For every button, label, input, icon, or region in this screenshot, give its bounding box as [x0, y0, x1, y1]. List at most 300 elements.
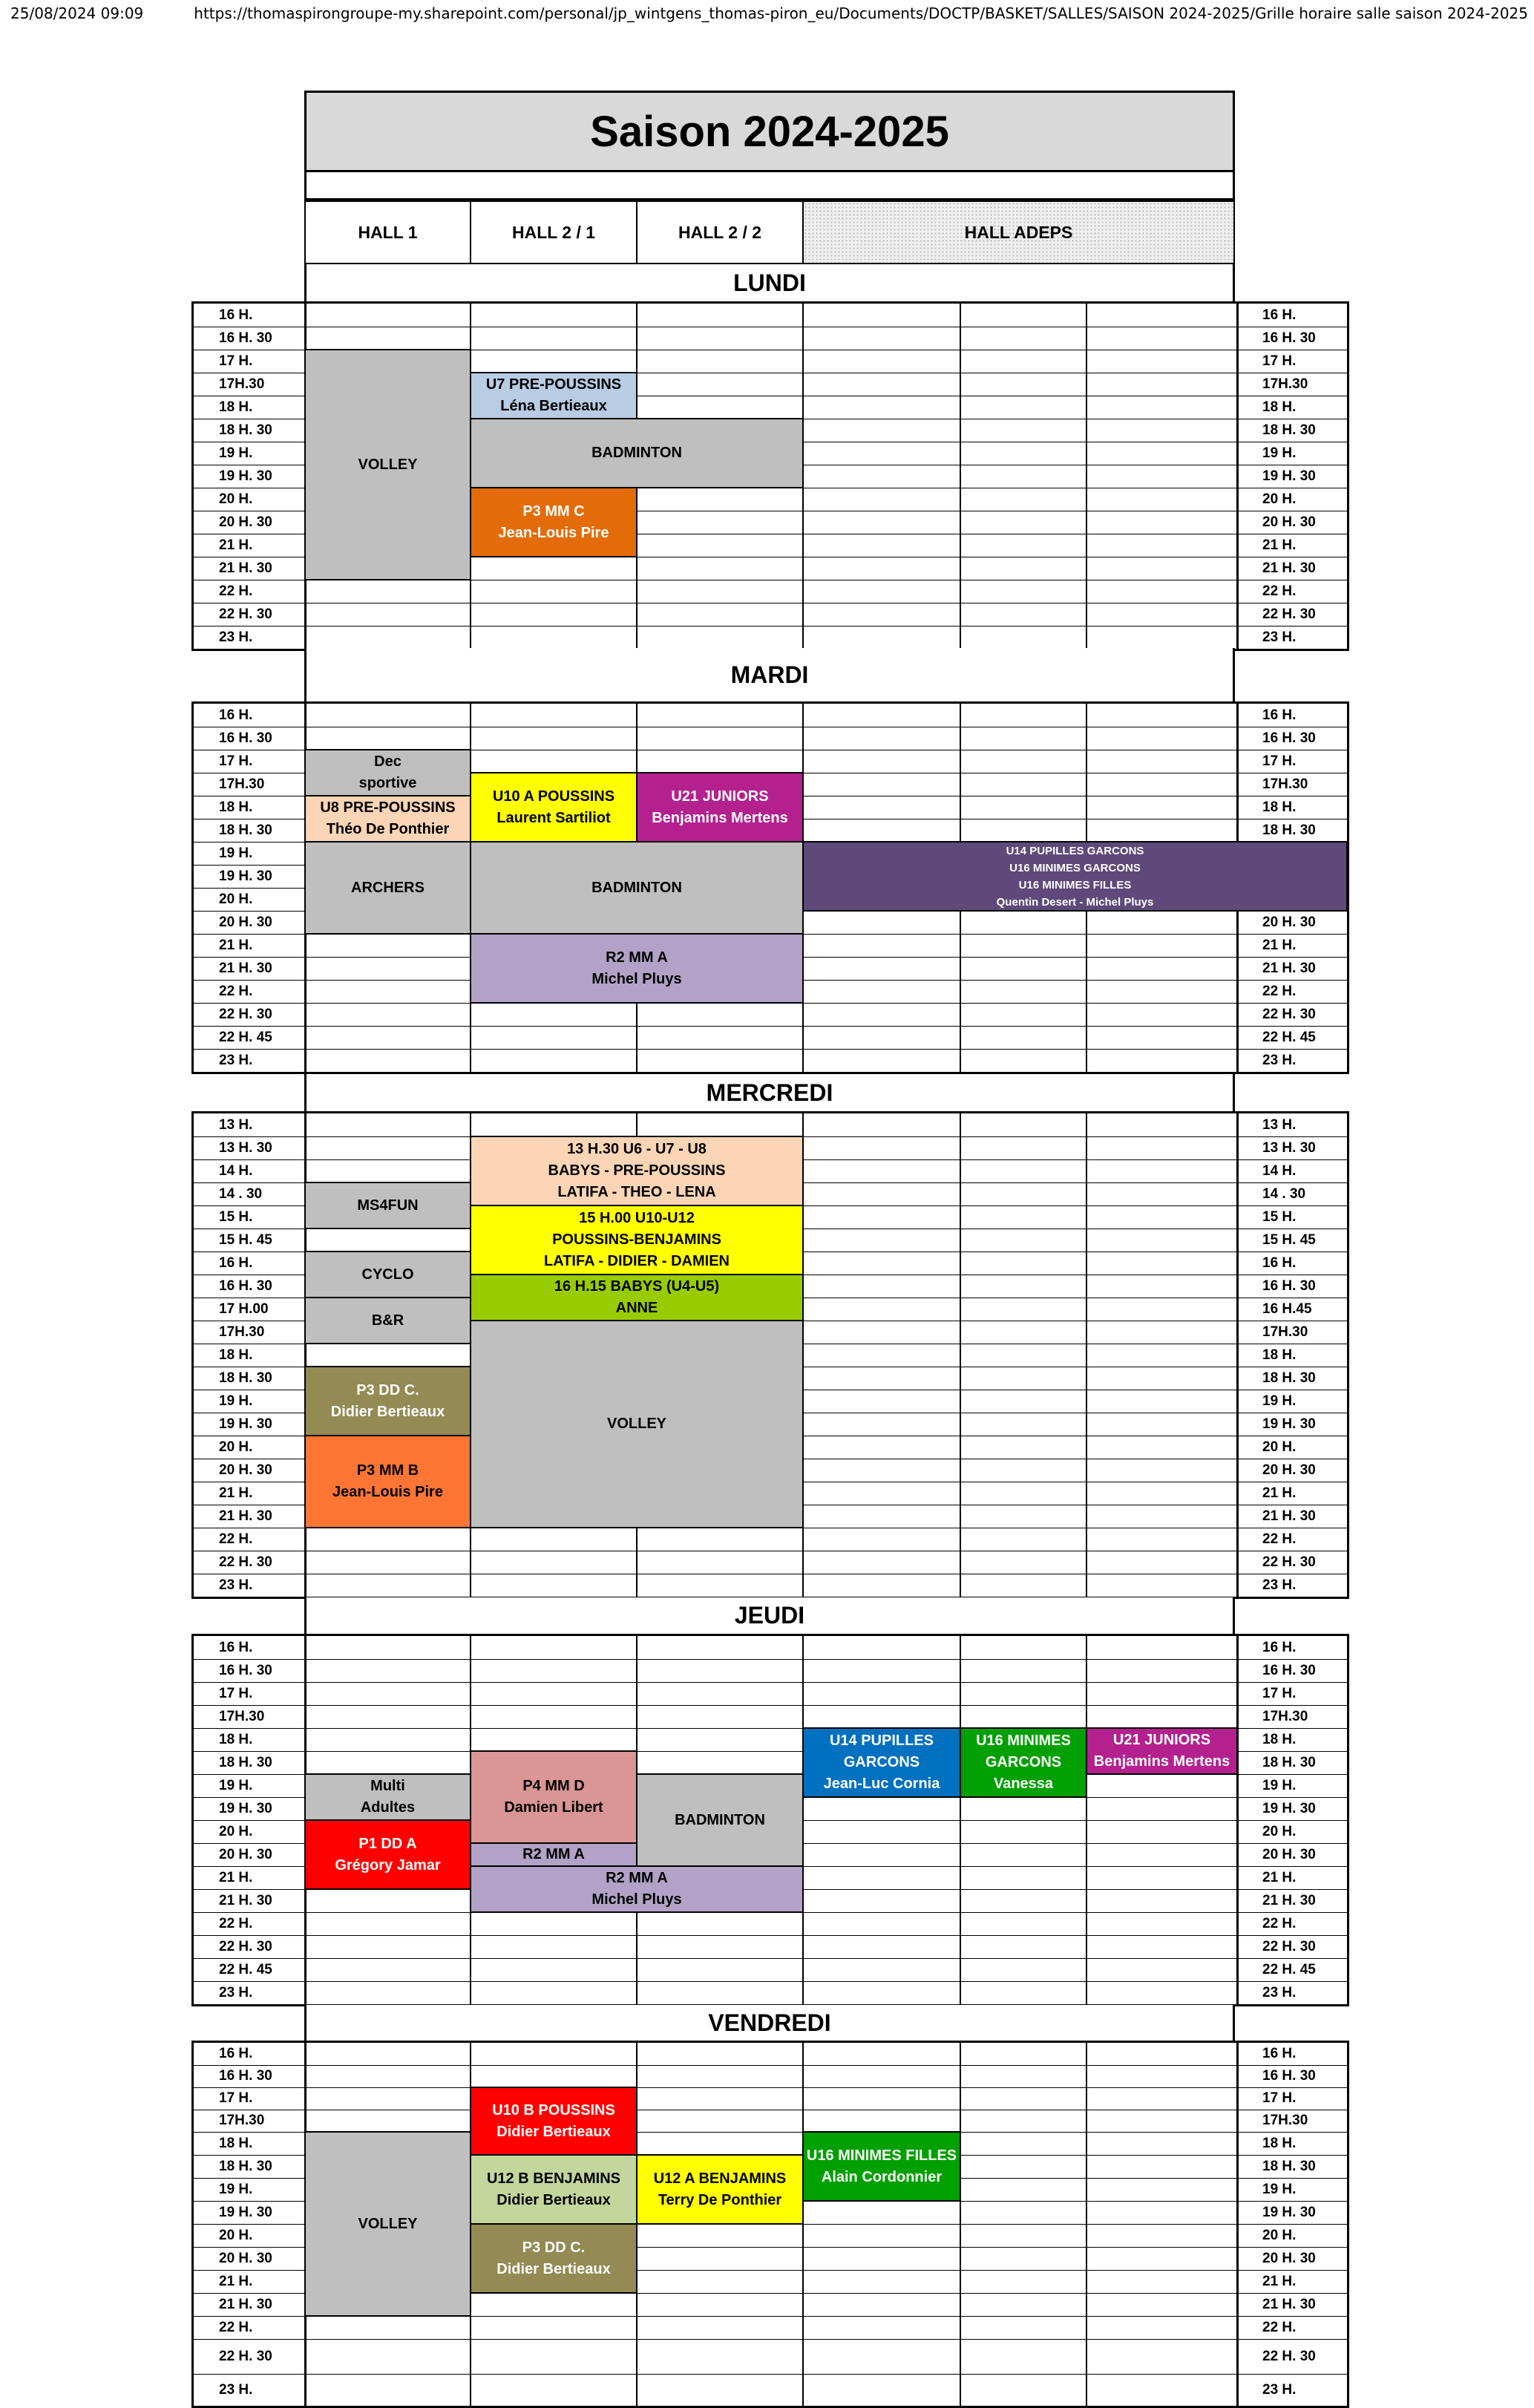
row-divider — [194, 1958, 1347, 1959]
activity-block — [470, 1274, 804, 1321]
time-label-right: 16 H.45 — [1262, 1300, 1312, 1317]
time-label-left: 16 H. 30 — [219, 1662, 272, 1678]
column-divider — [1086, 304, 1087, 649]
time-label-left: 16 H. 30 — [219, 330, 272, 346]
time-label-left: 21 H. — [219, 537, 253, 553]
time-label-right: 21 H. 30 — [1262, 1508, 1316, 1524]
time-label-left: 20 H. — [219, 1439, 253, 1455]
activity-line: Léna Bertieaux — [500, 398, 607, 414]
activity-line: sportive — [358, 775, 417, 791]
time-label-left: 20 H. 30 — [219, 514, 272, 530]
time-label-left: 21 H. 30 — [219, 1508, 272, 1524]
activity-line: R2 MM A — [606, 949, 668, 966]
activity-line: CYCLO — [361, 1266, 414, 1283]
activity-line: Michel Pluys — [591, 970, 682, 987]
activity-line: P3 DD C. — [522, 2239, 586, 2256]
activity-line: Damien Libert — [504, 1799, 603, 1816]
time-label-left: 19 H. — [219, 845, 253, 861]
time-label-right: 22 H. 30 — [1262, 1938, 1316, 1954]
time-label-right: 19 H. 30 — [1262, 468, 1316, 484]
activity-line: ARCHERS — [351, 879, 425, 896]
time-label-right: 21 H. — [1262, 1485, 1297, 1501]
activity-block — [470, 1865, 804, 1913]
column-divider — [960, 1113, 961, 1597]
activity-line: U7 PRE-POUSSINS — [485, 376, 622, 393]
time-label-left: 18 H. 30 — [219, 1370, 272, 1386]
activity-line: U10 A POUSSINS — [492, 788, 615, 805]
time-label-left: 21 H. — [219, 937, 253, 953]
time-label-right: 17 H. — [1262, 1685, 1297, 1701]
activity-block — [470, 1750, 637, 1844]
time-label-right: 21 H. — [1262, 537, 1297, 553]
time-label-left: 16 H. 30 — [219, 1277, 272, 1294]
row-divider — [194, 1049, 1347, 1050]
time-label-right: 18 H. 30 — [1262, 2158, 1316, 2174]
activity-line: Jean-Louis Pire — [498, 524, 609, 541]
time-label-right: 22 H. 30 — [1262, 1006, 1316, 1022]
activity-block — [470, 2223, 637, 2294]
time-label-right: 22 H. 30 — [1262, 606, 1316, 622]
time-label-right: 23 H. — [1262, 1052, 1297, 1068]
time-label-right: 14 . 30 — [1262, 1185, 1306, 1202]
time-label-right: 17H.30 — [1262, 1708, 1308, 1724]
activity-line: Didier Bertieaux — [496, 2260, 611, 2277]
time-label-right: 18 H. 30 — [1262, 822, 1316, 838]
activity-line: Grégory Jamar — [335, 1856, 441, 1874]
time-label-left: 23 H. — [219, 1577, 253, 1593]
time-label-right: 20 H. 30 — [1262, 1462, 1316, 1478]
activity-line: LATIFA - DIDIER - DAMIEN — [544, 1253, 730, 1269]
activity-block — [470, 1842, 637, 1867]
time-label-right: 19 H. 30 — [1262, 2204, 1316, 2220]
activity-block — [802, 841, 1348, 912]
activity-block — [304, 2131, 471, 2317]
print-url: https://thomaspirongroupe-my.sharepoint.com/personal/jp_wintgens_thomas-piron_eu/Documents/DOCTP/BASKET/SALLES/SAISON 2024-2025/Grille horaire salle saison 2024-2025 — [194, 4, 1528, 22]
time-label-right: 22 H. — [1262, 2319, 1297, 2335]
time-label-right: 17H.30 — [1262, 776, 1308, 792]
time-label-right: 19 H. 30 — [1262, 1416, 1316, 1432]
time-label-right: 18 H. — [1262, 799, 1297, 815]
time-label-left: 14 H. — [219, 1162, 253, 1179]
time-label-left: 20 H. — [219, 491, 253, 507]
activity-block — [470, 487, 637, 557]
time-label-left: 16 H. — [219, 707, 253, 723]
row-divider — [194, 1705, 1347, 1706]
time-label-left: 19 H. 30 — [219, 868, 272, 884]
row-divider — [194, 1682, 1347, 1683]
time-label-right: 16 H. — [1262, 1639, 1297, 1655]
activity-line: Terry De Ponthier — [658, 2191, 782, 2208]
time-label-right: 17H.30 — [1262, 376, 1308, 392]
time-label-left: 22 H. 30 — [219, 606, 272, 622]
time-label-right: 17H.30 — [1262, 1324, 1308, 1340]
time-label-left: 18 H. 30 — [219, 422, 272, 438]
time-label-right: 21 H. — [1262, 1869, 1297, 1885]
activity-block — [470, 841, 804, 935]
column-divider — [1086, 1113, 1087, 1597]
activity-line: U14 PUPILLES GARCONS — [1006, 844, 1144, 857]
activity-line: U21 JUNIORS — [671, 788, 769, 805]
time-label-left: 13 H. — [219, 1116, 253, 1133]
column-divider — [960, 304, 961, 649]
activity-block — [636, 1773, 804, 1867]
activity-line: P3 MM B — [356, 1462, 419, 1479]
time-label-left: 17 H. — [219, 1685, 253, 1701]
activity-line: 16 H.15 BABYS (U4-U5) — [554, 1278, 720, 1295]
activity-block — [304, 1297, 471, 1344]
time-label-left: 19 H. 30 — [219, 1416, 272, 1432]
activity-line: Didier Bertieaux — [496, 2123, 611, 2140]
activity-block — [470, 1320, 804, 1528]
time-label-right: 23 H. — [1262, 629, 1297, 645]
time-label-left: 22 H. — [219, 983, 253, 999]
time-label-right: 19 H. — [1262, 445, 1297, 461]
activity-block — [470, 1136, 804, 1206]
activity-line: ANNE — [615, 1300, 658, 1316]
time-label-left: 18 H. 30 — [219, 1754, 272, 1770]
time-label-right: 20 H. — [1262, 1823, 1297, 1839]
time-label-left: 21 H. 30 — [219, 2296, 272, 2312]
time-label-left: 22 H. — [219, 1915, 253, 1931]
time-label-right: 13 H. 30 — [1262, 1139, 1316, 1156]
time-label-right: 20 H. — [1262, 1439, 1297, 1455]
time-label-right: 22 H. 30 — [1262, 2348, 1316, 2364]
time-label-right: 23 H. — [1262, 1577, 1297, 1593]
time-label-left: 20 H. 30 — [219, 914, 272, 930]
activity-line: Didier Bertieaux — [330, 1403, 445, 1420]
time-label-left: 20 H. — [219, 2227, 253, 2243]
time-label-right: 17 H. — [1262, 353, 1297, 369]
activity-line: Laurent Sartiliot — [496, 809, 611, 826]
time-label-right: 18 H. — [1262, 1347, 1297, 1363]
activity-line: P3 MM C — [522, 503, 585, 520]
time-label-left: 22 H. 30 — [219, 1938, 272, 1954]
activity-line: U10 B POUSSINS — [492, 2101, 615, 2119]
day-grid-mercredi — [191, 1111, 1349, 1599]
time-label-left: 19 H. 30 — [219, 1800, 272, 1816]
time-label-right: 23 H. — [1262, 1984, 1297, 2000]
time-label-left: 18 H. 30 — [219, 822, 272, 838]
time-label-right: 15 H. 45 — [1262, 1231, 1316, 1248]
day-grid-lundi — [191, 301, 1349, 651]
time-label-left: 21 H. 30 — [219, 960, 272, 976]
activity-block — [470, 418, 804, 488]
activity-line: Multi — [370, 1778, 405, 1794]
time-label-right: 21 H. 30 — [1262, 1892, 1316, 1908]
time-label-left: 22 H. 30 — [219, 2348, 272, 2364]
activity-line: P4 MM D — [522, 1778, 585, 1794]
print-datetime: 25/08/2024 09:09 — [10, 4, 144, 22]
time-label-right: 16 H. — [1262, 707, 1297, 723]
activity-line: U21 JUNIORS — [1112, 1732, 1211, 1748]
row-divider — [194, 2087, 1347, 2088]
time-label-left: 16 H. — [219, 1639, 253, 1655]
day-title-jeudi: JEUDI — [304, 1597, 1235, 1634]
time-label-left: 17H.30 — [219, 376, 265, 392]
time-label-right: 20 H. 30 — [1262, 2250, 1316, 2266]
activity-block — [802, 2131, 961, 2202]
time-label-left: 19 H. — [219, 1393, 253, 1409]
time-label-left: 23 H. — [219, 629, 253, 645]
time-label-left: 17H.30 — [219, 1708, 265, 1724]
time-label-right: 14 H. — [1262, 1162, 1297, 1179]
row-divider — [194, 2339, 1347, 2340]
time-label-right: 16 H. 30 — [1262, 2068, 1316, 2084]
activity-line: 13 H.30 U6 - U7 - U8 — [567, 1141, 707, 1157]
time-label-left: 22 H. 45 — [219, 1029, 272, 1045]
time-label-right: 22 H. — [1262, 583, 1297, 599]
activity-block — [304, 749, 471, 796]
time-label-right: 16 H. 30 — [1262, 1277, 1316, 1294]
activity-line: VOLLEY — [358, 456, 418, 473]
time-label-left: 20 H. — [219, 1823, 253, 1839]
time-label-left: 17 H. — [219, 353, 253, 369]
title-spacer-row — [304, 172, 1235, 200]
column-divider — [1086, 1636, 1087, 2004]
row-divider — [194, 1981, 1347, 1982]
activity-line: POUSSINS-BENJAMINS — [552, 1231, 721, 1248]
time-label-left: 16 H. 30 — [219, 2068, 272, 2084]
time-label-right: 17 H. — [1262, 2090, 1297, 2106]
time-label-left: 17 H. — [219, 2090, 253, 2106]
activity-line: U16 MINIMES FILLES — [806, 2147, 957, 2164]
time-label-right: 16 H. 30 — [1262, 730, 1316, 746]
time-label-left: 19 H. — [219, 1777, 253, 1793]
activity-block — [304, 1435, 471, 1528]
activity-block — [304, 795, 471, 843]
time-label-right: 22 H. 45 — [1262, 1961, 1316, 1977]
column-divider — [960, 1636, 961, 2004]
time-label-left: 18 H. — [219, 2135, 253, 2151]
activity-block — [304, 1819, 471, 1890]
time-label-right: 19 H. — [1262, 1393, 1297, 1409]
time-label-right: 13 H. — [1262, 1116, 1297, 1133]
activity-line: VOLLEY — [358, 2215, 418, 2232]
activity-block — [802, 1727, 961, 1798]
time-label-right: 21 H. 30 — [1262, 960, 1316, 976]
activity-block — [304, 1182, 471, 1229]
activity-line: Benjamins Mertens — [652, 809, 788, 826]
time-label-left: 22 H. — [219, 1531, 253, 1547]
activity-line: BABYS - PRE-POUSSINS — [548, 1162, 726, 1179]
activity-line: BADMINTON — [591, 879, 682, 896]
time-label-right: 22 H. 30 — [1262, 1554, 1316, 1570]
day-title-mercredi: MERCREDI — [304, 1074, 1235, 1111]
activity-block — [636, 2154, 804, 2225]
activity-block — [304, 1366, 471, 1436]
time-label-left: 18 H. — [219, 399, 253, 415]
activity-block — [470, 933, 804, 1004]
activity-line: R2 MM A — [606, 1870, 668, 1886]
hall-2-2-header: HALL 2 / 2 — [636, 200, 804, 264]
time-label-left: 23 H. — [219, 2381, 253, 2398]
row-divider — [194, 1026, 1347, 1027]
day-title-lundi: LUNDI — [304, 264, 1235, 301]
activity-line: 15 H.00 U10-U12 — [579, 1210, 695, 1226]
day-grid-jeudi — [191, 1634, 1349, 2006]
activity-line: Vanessa — [993, 1776, 1054, 1792]
time-label-left: 15 H. 45 — [219, 1231, 272, 1248]
day-title-mardi: MARDI — [304, 648, 1235, 701]
activity-block — [1086, 1727, 1238, 1775]
season-title: Saison 2024-2025 — [304, 91, 1235, 172]
activity-line: LATIFA - THEO - LENA — [557, 1184, 716, 1200]
time-label-left: 22 H. 45 — [219, 1961, 272, 1977]
day-title-vendredi: VENDREDI — [304, 2005, 1235, 2041]
time-label-left: 15 H. — [219, 1208, 253, 1225]
activity-line: BADMINTON — [675, 1811, 765, 1828]
activity-line: Théo De Ponthier — [326, 821, 450, 837]
time-label-left: 21 H. 30 — [219, 1892, 272, 1908]
time-label-right: 22 H. — [1262, 1531, 1297, 1547]
activity-line: Dec — [374, 753, 401, 770]
time-label-right: 18 H. 30 — [1262, 422, 1316, 438]
activity-line: MS4FUN — [357, 1197, 419, 1214]
day-grid-mardi — [191, 701, 1349, 1074]
activity-block — [304, 1773, 471, 1821]
time-label-right: 15 H. — [1262, 1208, 1297, 1225]
time-label-left: 20 H. — [219, 891, 253, 907]
activity-line: Quentin Desert - Michel Pluys — [996, 895, 1154, 909]
time-label-right: 17 H. — [1262, 753, 1297, 769]
time-label-left: 14 . 30 — [219, 1185, 263, 1202]
day-grid-vendredi — [191, 2041, 1349, 2408]
time-label-left: 19 H. — [219, 2181, 253, 2197]
time-label-right: 16 H. 30 — [1262, 330, 1316, 346]
time-label-right: 20 H. 30 — [1262, 514, 1316, 530]
time-label-left: 16 H. — [219, 1254, 253, 1271]
row-divider — [194, 1935, 1347, 1936]
time-label-right: 18 H. 30 — [1262, 1370, 1316, 1386]
time-label-left: 22 H. — [219, 583, 253, 599]
activity-block — [304, 349, 471, 580]
time-label-right: 16 H. — [1262, 2046, 1297, 2061]
activity-block — [470, 372, 637, 419]
time-label-right: 21 H. — [1262, 2273, 1297, 2289]
row-divider — [194, 2065, 1347, 2066]
time-label-right: 16 H. 30 — [1262, 1662, 1316, 1678]
activity-line: U16 MINIMES — [976, 1733, 1071, 1749]
time-label-left: 19 H. 30 — [219, 2204, 272, 2220]
time-label-right: 19 H. — [1262, 2181, 1297, 2197]
time-label-left: 17H.30 — [219, 1324, 265, 1340]
activity-line: Alain Cordonnier — [821, 2168, 943, 2185]
time-label-left: 23 H. — [219, 1052, 253, 1068]
time-label-right: 23 H. — [1262, 2381, 1297, 2398]
activity-line: U14 PUPILLES — [829, 1733, 934, 1749]
time-label-left: 18 H. — [219, 1731, 253, 1747]
activity-block — [304, 841, 471, 935]
time-label-right: 21 H. 30 — [1262, 560, 1316, 576]
activity-block — [470, 2154, 637, 2225]
time-label-left: 18 H. 30 — [219, 2158, 272, 2174]
activity-line: U8 PRE-POUSSINS — [320, 799, 456, 816]
time-label-right: 20 H. 30 — [1262, 914, 1316, 930]
time-label-left: 20 H. 30 — [219, 1462, 272, 1478]
time-label-left: 16 H. — [219, 307, 253, 323]
time-label-left: 18 H. — [219, 799, 253, 815]
time-label-right: 22 H. 45 — [1262, 1029, 1316, 1045]
time-label-left: 20 H. 30 — [219, 1846, 272, 1862]
activity-line: U16 MINIMES FILLES — [1018, 878, 1132, 891]
row-divider — [194, 1659, 1347, 1660]
time-label-left: 21 H. — [219, 1869, 253, 1885]
activity-block — [470, 772, 637, 843]
hall-2-1-header: HALL 2 / 1 — [470, 200, 637, 264]
time-label-right: 18 H. — [1262, 399, 1297, 415]
time-label-left: 17 H. — [219, 753, 253, 769]
activity-block — [470, 2087, 637, 2156]
time-label-right: 21 H. 30 — [1262, 2296, 1316, 2312]
activity-line: R2 MM A — [522, 1846, 585, 1862]
time-label-right: 16 H. — [1262, 307, 1297, 323]
time-label-right: 16 H. — [1262, 1254, 1297, 1271]
activity-line: VOLLEY — [606, 1416, 666, 1432]
activity-line: U12 B BENJAMINS — [486, 2170, 621, 2187]
activity-block — [470, 1205, 804, 1275]
time-label-right: 20 H. — [1262, 2227, 1297, 2243]
column-divider — [960, 2043, 961, 2406]
time-label-right: 22 H. — [1262, 983, 1297, 999]
activity-line: GARCONS — [843, 1754, 920, 1770]
activity-line: BADMINTON — [591, 445, 682, 461]
time-label-left: 21 H. 30 — [219, 560, 272, 576]
activity-line: P3 DD C. — [356, 1381, 419, 1398]
activity-line: Jean-Louis Pire — [332, 1484, 443, 1500]
time-label-right: 19 H. — [1262, 1777, 1297, 1793]
activity-line: Jean-Luc Cornia — [823, 1776, 940, 1792]
activity-line: P1 DD A — [358, 1835, 417, 1852]
time-label-right: 20 H. 30 — [1262, 1846, 1316, 1862]
time-label-left: 21 H. — [219, 1485, 253, 1501]
time-label-right: 22 H. — [1262, 1915, 1297, 1931]
time-label-left: 20 H. 30 — [219, 2250, 272, 2266]
activity-line: Michel Pluys — [591, 1891, 682, 1908]
time-label-right: 20 H. — [1262, 491, 1297, 507]
activity-line: GARCONS — [985, 1754, 1062, 1770]
activity-block — [960, 1727, 1087, 1798]
time-label-right: 18 H. — [1262, 1731, 1297, 1747]
activity-block — [636, 772, 804, 843]
column-divider — [1086, 2043, 1087, 2406]
activity-line: B&R — [371, 1312, 404, 1329]
time-label-right: 21 H. — [1262, 937, 1297, 953]
time-label-left: 23 H. — [219, 1984, 253, 2000]
time-label-left: 22 H. 30 — [219, 1006, 272, 1022]
time-label-left: 22 H. 30 — [219, 1554, 272, 1570]
hall-1-header: HALL 1 — [304, 200, 471, 264]
time-label-left: 17H.30 — [219, 2113, 265, 2128]
time-label-left: 19 H. — [219, 445, 253, 461]
time-label-left: 18 H. — [219, 1347, 253, 1363]
time-label-right: 17H.30 — [1262, 2113, 1308, 2128]
time-label-left: 16 H. — [219, 2046, 253, 2061]
time-label-right: 18 H. — [1262, 2135, 1297, 2151]
activity-line: U12 A BENJAMINS — [653, 2170, 787, 2187]
time-label-right: 19 H. 30 — [1262, 1800, 1316, 1816]
time-label-left: 19 H. 30 — [219, 468, 272, 484]
time-label-left: 22 H. — [219, 2319, 253, 2335]
activity-line: U16 MINIMES GARCONS — [1009, 861, 1141, 874]
activity-line: Adultes — [360, 1799, 416, 1816]
row-divider — [194, 2374, 1347, 2375]
time-label-right: 18 H. 30 — [1262, 1754, 1316, 1770]
activity-block — [304, 1251, 471, 1298]
hall-adeps-header: HALL ADEPS — [802, 200, 1235, 264]
activity-line: Benjamins Mertens — [1093, 1753, 1230, 1770]
time-label-left: 17H.30 — [219, 776, 265, 792]
time-label-left: 13 H. 30 — [219, 1139, 272, 1156]
